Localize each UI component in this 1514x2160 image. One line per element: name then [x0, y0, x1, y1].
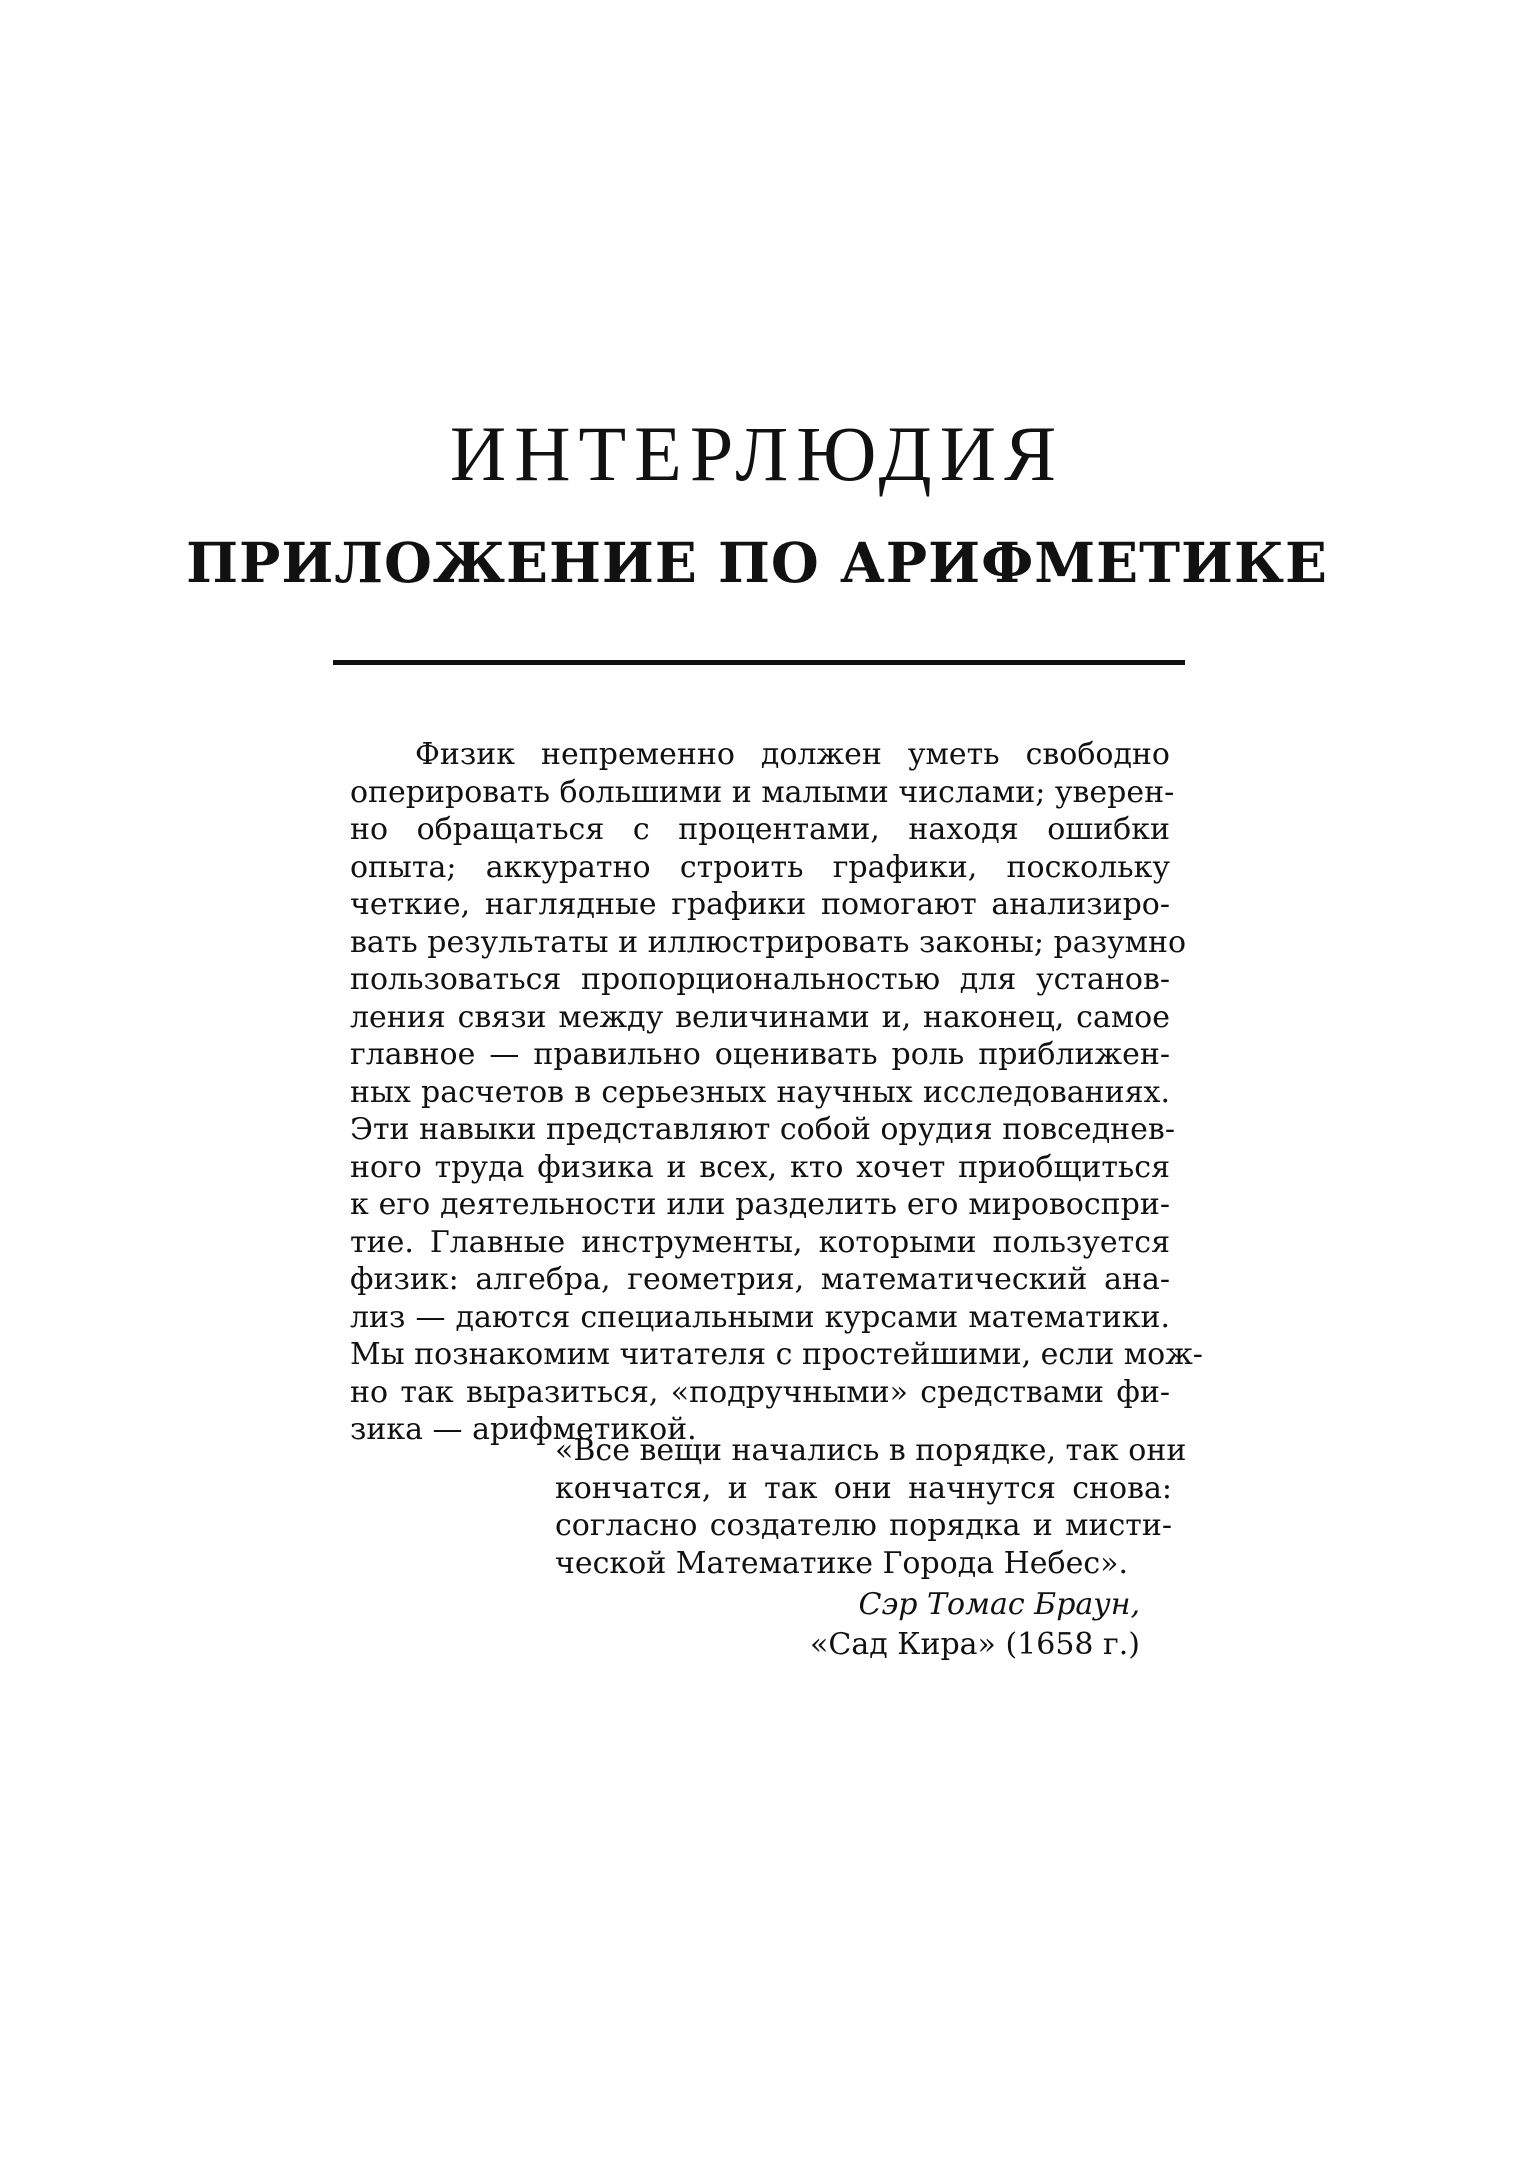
paragraph-line: но так выразиться, «подручными» средствами фи-	[350, 1374, 1170, 1410]
chapter-subtitle: ПРИЛОЖЕНИЕ ПО АРИФМЕТИКЕ	[186, 530, 1328, 595]
paragraph-line: тие. Главные инструменты, которыми пользуется	[350, 1224, 1170, 1260]
paragraph-line: зика — арифметикой.	[350, 1412, 697, 1447]
intro-paragraph	[350, 736, 1203, 1449]
paragraph-line: Физик непременно должен уметь свободно	[415, 737, 1170, 772]
paragraph-line: ного труда физика и всех, кто хочет приобщиться	[350, 1149, 1170, 1185]
paragraph-line: Мы познакомим читателя с простейшими, если мож-	[350, 1337, 1203, 1372]
horizontal-rule	[333, 660, 1185, 665]
paragraph-line: опыта; аккуратно строить графики, поскольку	[350, 849, 1170, 885]
quote-author: Сэр Томас Браун,	[858, 1587, 1140, 1622]
quote-source: «Сад Кира» (1658 г.)	[810, 1627, 1140, 1662]
chapter-title: ИНТЕРЛЮДИЯ	[449, 410, 1065, 497]
paragraph-line: но обращаться с процентами, находя ошибки	[350, 812, 1170, 847]
paragraph-line: Эти навыки представляют собой орудия повседнев-	[350, 1112, 1175, 1147]
paragraph-line: лиз — даются специальными курсами математики.	[350, 1299, 1170, 1335]
paragraph-line: главное — правильно оценивать роль приближен-	[350, 1037, 1170, 1072]
paragraph-line: пользоваться пропорциональностью для установ-	[350, 962, 1170, 997]
paragraph-line: четкие, наглядные графики помогают анализиро-	[350, 887, 1170, 922]
quote-line: согласно создателю порядка и мисти-	[555, 1508, 1172, 1543]
paragraph-line: к его деятельности или разделить его мировоспри-	[350, 1187, 1170, 1222]
paragraph-line: вать результаты и иллюстрировать законы; разумно	[350, 924, 1187, 960]
paragraph-line: оперировать большими и малыми числами; уверен-	[350, 774, 1175, 810]
quote-line: ческой Математике Города Небес».	[555, 1545, 1129, 1581]
quote-line: кончатся, и так они начнутся снова:	[555, 1470, 1172, 1506]
paragraph-line: ления связи между величинами и, наконец, самое	[350, 999, 1170, 1035]
paragraph-line: физик: алгебра, геометрия, математический ана-	[350, 1262, 1170, 1297]
epigraph-attribution	[700, 1585, 1140, 1665]
quote-line: «Все вещи начались в порядке, так они	[555, 1433, 1187, 1468]
epigraph-quote	[555, 1432, 1187, 1582]
paragraph-line: ных расчетов в серьезных научных исследованиях.	[350, 1074, 1170, 1110]
